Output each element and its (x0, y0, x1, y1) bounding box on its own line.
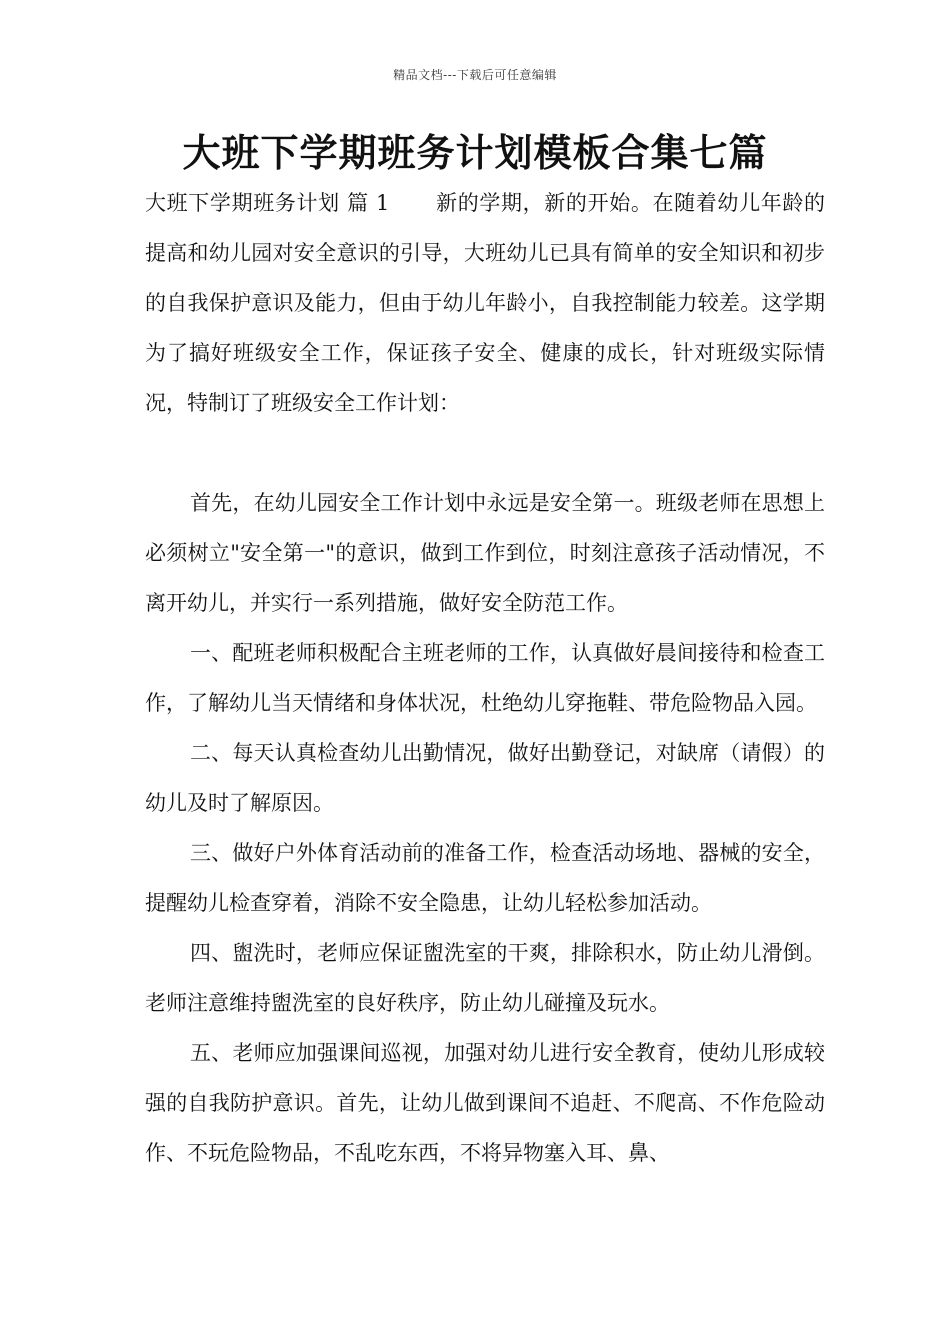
paragraph-item-2: 二、每天认真检查幼儿出勤情况，做好出勤登记，对缺席（请假）的幼儿及时了解原因。 (145, 741, 825, 815)
section-label: 大班下学期班务计划 篇 1 (145, 191, 390, 215)
paragraph-spacer (145, 428, 825, 478)
paragraph-item-3: 三、做好户外体育活动前的准备工作，检查活动场地、器械的安全，提醒幼儿检查穿着，消除不安全隐患，让幼儿轻松参加活动。 (145, 841, 825, 915)
paragraph-first: 首先，在幼儿园安全工作计划中永远是安全第一。班级老师在思想上必须树立"安全第一"的意识，做到工作到位，时刻注意孩子活动情况，不离开幼儿，并实行一系列措施，做好安全防范工作。 (145, 491, 825, 615)
paragraph-item-5: 五、老师应加强课间巡视，加强对幼儿进行安全教育，使幼儿形成较强的自我防护意识。首先，让幼儿做到课间不追赶、不爬高、不作危险动作、不玩危险物品，不乱吃东西，不将异物塞入耳、鼻、 (145, 1041, 825, 1165)
intro-text: 新的学期，新的开始。在随着幼儿年龄的提高和幼儿园对安全意识的引导，大班幼儿已具有简单的安全知识和初步的自我保护意识及能力，但由于幼儿年龄小，自我控制能力较差。这学期为了搞好班级安全工作，保证孩子安全、健康的成长，针对班级实际情况，特制订了班级安全工作计划： (145, 191, 826, 415)
document-body (145, 178, 825, 1178)
intro-paragraph (145, 178, 825, 428)
paragraph-item-4: 四、盥洗时，老师应保证盥洗室的干爽，排除积水，防止幼儿滑倒。老师注意维持盥洗室的良好秩序，防止幼儿碰撞及玩水。 (145, 941, 825, 1015)
document-title: 大班下学期班务计划模板合集七篇 (182, 130, 768, 175)
paragraph-item-1: 一、配班老师积极配合主班老师的工作，认真做好晨间接待和检查工作，了解幼儿当天情绪和身体状况，杜绝幼儿穿拖鞋、带危险物品入园。 (145, 641, 825, 715)
header-note: 精品文档---下载后可任意编辑 (393, 68, 557, 82)
